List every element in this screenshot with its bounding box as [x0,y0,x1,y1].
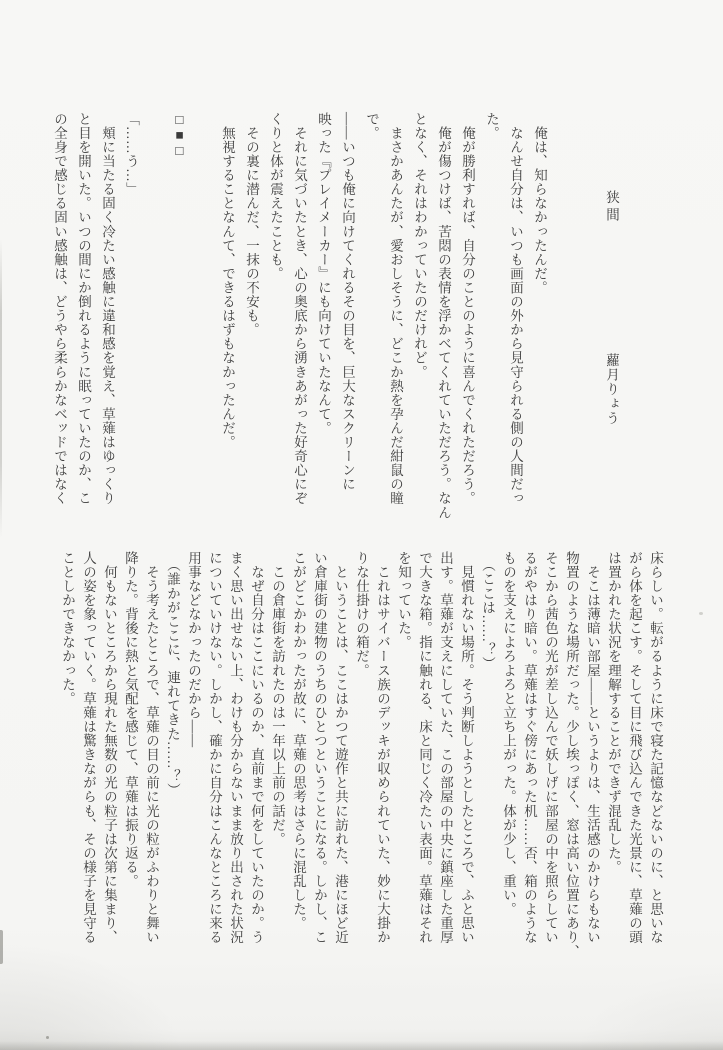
text-column: の全身で感じる固い感触は、どうやら柔らかなベッドではなく [52,112,67,506]
text-column [191,112,215,519]
text-column: で大きな箱。指に触れる、床と同じく冷たい表面。草薙はそれ [417,551,432,945]
top-text-block [47,112,623,519]
text-column: るがやはり暗い。草薙はすぐ傍にあった机……否、箱のような [522,551,537,945]
text-column: ものを支えによろよろと立ち上がった。体が少し、重い。 [501,551,516,917]
text-column: これはサイバース族のデッキが収められていた、妙に大掛か [375,551,390,945]
text-column: となく、それはわかっていたのだけれど。 [412,112,427,379]
text-column: ――いつも俺に向けてくれるその目を、巨大なスクリーンに [340,112,355,492]
text-column: まさかあんたが、愛おしそうに、どこか熱を孕んだ紺鼠の瞳 [388,112,403,506]
text-column [575,112,599,519]
text-column: い倉庫街の建物のうちのひとつということになる。しかし、こ [312,551,327,945]
text-column: □■□ [172,112,187,159]
text-column: 何もないところから現れた無数の光の粒子は次第に集まり、 [102,551,117,945]
text-column: 床らしい。転がるように床で寝た記憶などないのに、と思いな [648,551,663,945]
text-column [551,112,575,519]
text-column: 出す。草薙が支えにしていた、この部屋の中央に鎮座した重厚 [438,551,453,945]
text-column: で。 [364,112,379,141]
text-column: は置かれた状況を理解することができず混乱した。 [606,551,621,875]
text-column: がら体を起こす。そして目に飛び込んできた光景に、草薙の頭 [627,551,642,945]
text-column: なぜ自分はここにいるのか、直前まで何をしていたのか。う [249,551,264,945]
text-column: 見慣れない場所。そう判断しようとしたところで、ふと思い [459,551,474,945]
text-column: こがどこかわかったが故に、草薙の思考はさらに混乱した。 [291,551,306,931]
scan-left-edge-nick [0,930,3,964]
text-column [143,112,167,519]
text-column: 映った『プレイメーカー』にも向けていたなんて。 [316,112,331,436]
text-column: 「……う…」 [124,112,139,197]
text-column: を知っていた。 [396,551,411,650]
text-column: なんせ自分は、いつも画面の外から見守られる側の人間だっ [508,112,523,506]
scan-bottom-shadow [0,1041,723,1050]
text-column: りな仕掛けの箱だ。 [354,551,369,678]
text-column: 物置のような場所だった。少し埃っぽく、窓は高い位置にあり、 [564,551,579,959]
text-column: ことしかできなかった。 [60,551,75,706]
text-column: 降りた。背後に熱と気配を感じて、草薙は振り返る。 [123,551,138,889]
text-column: この倉庫街を訪れたのは一年以上前の話だ。 [270,551,285,847]
text-column: （誰かがここに、連れてきた……？） [165,551,180,798]
text-column: それに気づいたとき、心の奥底から湧きあがった好奇心にぞ [292,112,307,506]
text-column: と目を開いた。いつの間にか倒れるように眠っていたのか、こ [76,112,91,506]
page-title: 狭間 [604,190,619,225]
text-column: 人の姿を象っていく。草薙は驚きながらも、その様子を見守る [81,551,96,945]
text-column: 俺が傷つけば、苦悶の表情を浮かべてくれていただろう。なん [436,112,451,520]
text-column: まく思い出せない上、わけも分からないまま放り出された状況 [228,551,243,945]
text-column: た。 [484,112,499,141]
text-column: についていけない。しかし、確かに自分はこんなところに来る [207,551,222,945]
text-column: その裏に潜んだ、一抹の不安も。 [244,112,259,337]
text-column: 用事などなかったのだから―― [186,551,201,748]
text-column: ということは、ここはかつて遊作と共に訪れた、港にほど近 [333,551,348,945]
text-column: そこは薄暗い部屋――というよりは、生活感のかけらもない [585,551,600,945]
bottom-text-block [57,551,666,958]
text-column: （ここは……？） [480,551,495,671]
title-author-column [599,112,623,519]
text-column: そこから茜色の光が差し込んで妖しげに部屋の中を照らしてい [543,551,558,945]
text-column: くりと体が震えたことも。 [268,112,283,281]
scan-speck [699,612,703,615]
text-column: 無視することなんて、できるはずもなかったんだ。 [220,112,235,450]
author-name: 蘿月りょう [604,353,619,426]
text-column: 頬に当たる固く冷たい感触に違和感を覚え、草薙はゆっくり [100,112,115,506]
text-column: そう考えたところで、草薙の目の前に光の粒がふわりと舞い [144,551,159,945]
text-column: 俺は、知らなかったんだ。 [532,112,547,295]
text-column: 俺が勝利すれば、自分のことのように喜んでくれただろう。 [460,112,475,506]
scan-speck [46,1036,49,1039]
scan-left-edge-artifact [0,238,2,538]
